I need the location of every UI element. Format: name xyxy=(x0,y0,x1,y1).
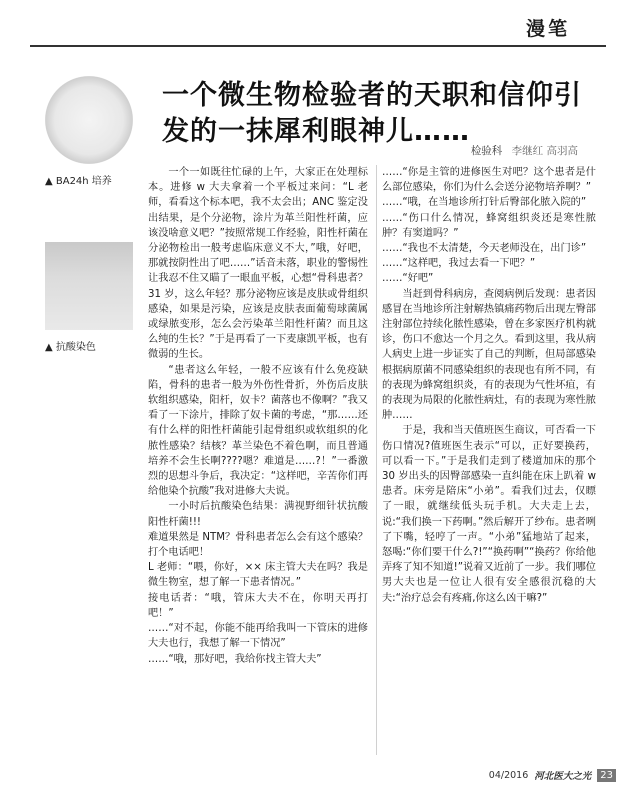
paragraph: ……“哦，在当地诊所打针后臀部化脓入院的” xyxy=(382,197,587,209)
paragraph: 一小时后抗酸染色结果：满视野细针状抗酸阳性杆菌!!! xyxy=(148,501,368,528)
figure-caption: ▲ BA24h 培养 xyxy=(45,176,112,187)
byline xyxy=(471,143,578,158)
figure-culture xyxy=(45,76,133,187)
paragraph: 一个一如既往忙碌的上午，大家正在处理标本。进修 w 大夫拿着一个平板过来问：“L 老师，看看这个标本吧，我不太会出；ANC 鉴定没出结果，是个分泌物，涂片为革兰阳性杆菌，应该没啥意义吧？”按照常规工作经验，阳性杆菌在分泌物检出一般考虑临床意义不大，”哦，好吧，那就按阴性出了吧……”话音未落，职业的警惕性让我忍不住又瞄了一眼血平板，心想“骨科患者？ 31 岁，这么年轻？那分泌物应该是皮肤或骨组织感染，如果是污染，应该是皮肤表面葡萄球菌属或绿脓变形，怎么会污染革兰阳性杆菌？而且这么纯的生长？”于是再看了一下麦康凯平板，也有微弱的生长。 xyxy=(148,167,368,361)
paragraph: ……“我也不太清楚，今天老师没在，出门诊” xyxy=(382,243,587,255)
figure-caption: ▲ 抗酸染色 xyxy=(45,342,96,353)
paragraph: ……“这样吧，我过去看一下吧？” xyxy=(382,258,536,270)
footer xyxy=(489,768,616,782)
article-title: 一个微生物检验者的天职和信仰引发的一抹犀利眼神儿…… xyxy=(162,80,582,147)
paragraph: ……“对不起，你能不能再给我叫一下管床的进修大夫也行，我想了解一下情况” xyxy=(148,623,368,650)
paragraph: 难道果然是 NTM？骨科患者怎么会有这个感染？打个电话吧！ xyxy=(148,531,368,559)
paragraph: 接电话者：“哦，管床大夫不在，你明天再打吧！” xyxy=(148,592,368,619)
byline-authors: 李继红 高羽高 xyxy=(511,145,578,157)
paragraph: ……“哦，那好吧，我给你找主管大夫” xyxy=(148,653,322,665)
column-divider xyxy=(376,165,377,755)
figure-acid-fast-stain xyxy=(45,242,133,353)
section-tab: 漫笔 xyxy=(525,18,570,40)
paragraph: 于是，我和当天值班医生商议，可否看一下伤口情况?值班医生表示“可以，正好要换药，可以看一下。”于是我们走到了楼道加床的那个 30 岁出头的因臀部感染一直纠能在床上趴着 w 患者。床旁是陪床“小弟”。看我们过去，仅瞟了一眼，就继续低头玩手机。大夫走上去，说:“我们换一下药啊。”然后解开了纱布。患者咧了下嘴，轻哼了一声。“小弟”猛地站了起来，怒喝:“你们要干什么?!”“换药啊”“换药？你给他弄疼了知不知道!”说着又近前了一步。我们哪位男大夫也是一位让人很有安全感很沉稳的大夫:“治疗总会有疼痛,你这么凶干嘛?” xyxy=(382,425,596,604)
page-number: 23 xyxy=(597,769,616,782)
stain-photo xyxy=(45,242,133,330)
culture-photo xyxy=(45,76,133,164)
paragraph: 当赶到骨科病房，查阅病例后发现：患者因感冒在当地诊所注射解热镇痛药物后出现左臀部注射部位持续化脓性感染，曾在多家医疗机构就诊，伤口不愈达一个月之久。看到这里，我从病人病史上进一步证实了自己的判断，但局部感染根据病原菌不同感染组织的表现也有所不同，有的表现为蜂窝组织炎，有的表现为气性坏疽，有的表现为局限的化脓性病灶，有的表现为寒性脓肿…… xyxy=(382,288,596,422)
byline-dept: 检验科 xyxy=(470,145,503,157)
issue-date: 04/2016 xyxy=(488,769,529,781)
header-rule xyxy=(30,45,606,47)
body-column-2 xyxy=(382,165,596,606)
paragraph: ……“好吧” xyxy=(382,273,434,285)
paragraph: ……“伤口什么情况，蜂窝组织炎还是寒性脓肿？有窦道吗？” xyxy=(382,212,596,239)
paragraph: “患者这么年轻，一般不应该有什么免疫缺陷，骨科的患者一般为外伤性骨折，外伤后皮肤软组织感染，阳杆，奴卡？菌落也不像啊？”我又看了一下涂片，排除了奴卡菌的考虑，“那……还有什么样的阳性杆菌能引起骨组织或软组织的化脓性感染？结核？革兰染色不着色啊，而且普通培养不会生长啊????嗯？难道是……?！”一番激烈的思想斗争后，我决定：“这样吧，辛苦你们再给他染个抗酸”我对进修大夫说。 xyxy=(148,364,368,498)
paragraph: L 老师：“喂，你好，×× 床主管大夫在吗？我是微生物室，想了解一下患者情况。” xyxy=(148,562,368,589)
body-column-1 xyxy=(148,165,368,667)
paragraph: ……“你是主管的进修医生对吧？这个患者是什么部位感染，你们为什么会送分泌物培养啊？” xyxy=(382,167,596,194)
journal-name: 河北医大之光 xyxy=(534,771,592,782)
